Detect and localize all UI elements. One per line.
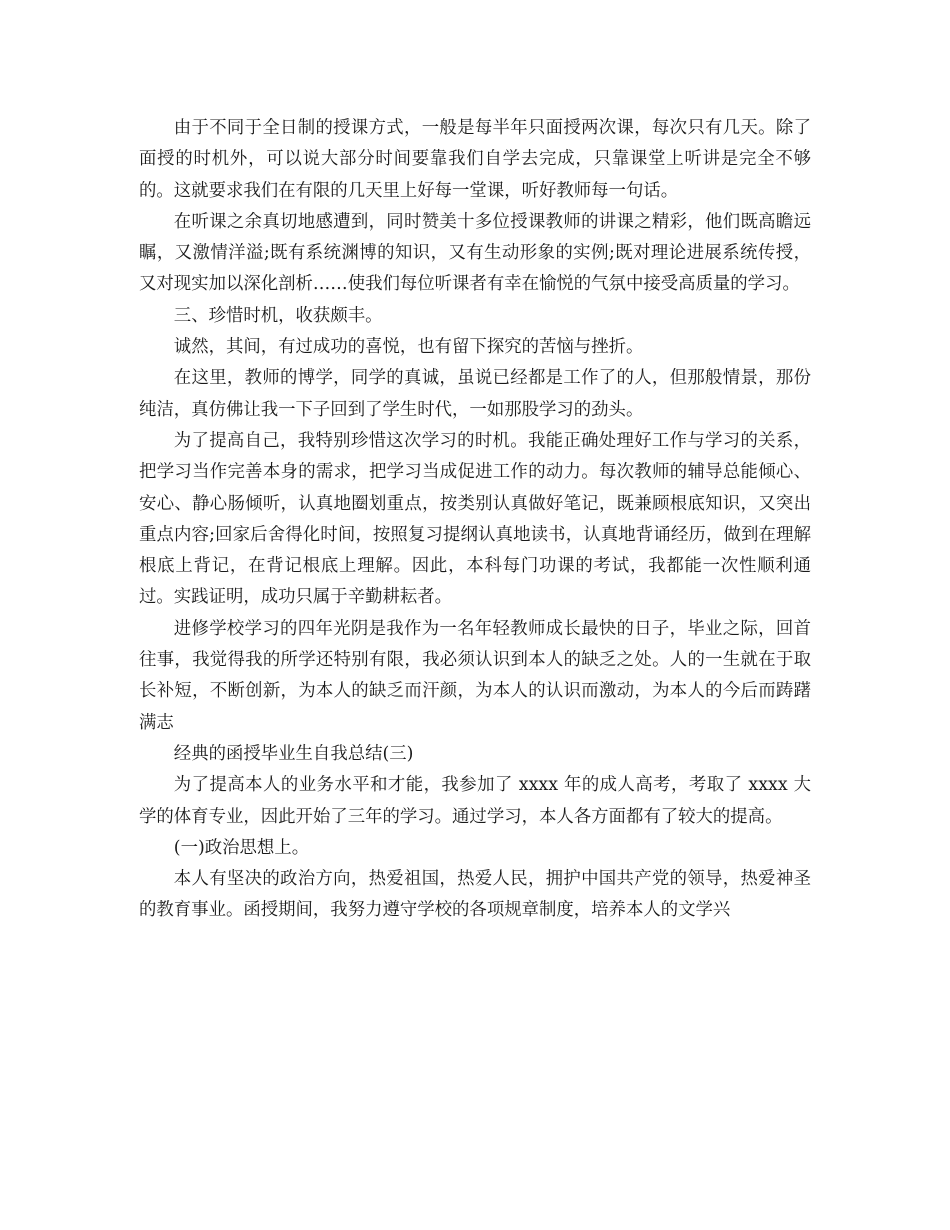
section-heading-three: 三、珍惜时机，收获颇丰。 bbox=[173, 305, 383, 326]
paragraph-adult-exam: 为了提高本人的业务水平和才能，我参加了 xxxx 年的成人高考，考取了 xxxx 大学的体育专业，因此开始了三年的学习。通过学习，本人各方面都有了较大的提高。 bbox=[139, 775, 811, 827]
paragraph-four-years: 进修学校学习的四年光阴是我作为一名年轻教师成长最快的日子，毕业之际，回首往事，我觉得我的所学还特别有限，我必须认识到本人的缺乏之处。人的一生就在于取长补短，不断创新，为本人的缺乏而汗颜，为本人的认识而激动，为本人的今后而踌躇满志 bbox=[139, 618, 811, 733]
paragraph-political-direction: 本人有坚决的政治方向，热爱祖国，热爱人民，拥护中国共产党的领导，热爱神圣的教育事业。函授期间，我努力遵守学校的各项规章制度，培养本人的文学兴 bbox=[139, 869, 811, 921]
paragraph-teaching-mode: 由于不同于全日制的授课方式，一般是每半年只面授两次课，每次只有几天。除了面授的时机外，可以说大部分时间要靠我们自学去完成，只靠课堂上听讲是完全不够的。这就要求我们在有限的几天里上好每一堂课，听好教师每一句话。 bbox=[139, 118, 811, 201]
subheading-political-thought: (一)政治思想上。 bbox=[173, 837, 310, 858]
paragraph-classmates: 在这里，教师的博学，同学的真诚，虽说已经都是工作了的人，但那般情景，那份纯洁，真仿佛让我一下子回到了学生时代，一如那股学习的劲头。 bbox=[139, 368, 811, 420]
document-page bbox=[139, 113, 811, 927]
paragraph-lecture-praise: 在听课之余真切地感遭到，同时赞美十多位授课教师的讲课之精彩，他们既高瞻远瞩，又激情洋溢;既有系统渊博的知识，又有生动形象的实例;既对理论进展系统传授，又对现实加以深化剖析……使我们每位听课者有幸在愉悦的气氛中接受高质量的学习。 bbox=[139, 211, 811, 295]
paragraph-study-habits: 为了提高自己，我特别珍惜这次学习的时机。我能正确处理好工作与学习的关系，把学习当作完善本身的需求，把学习当成促进工作的动力。每次教师的辅导总能倾心、安心、静心肠倾听，认真地圈划重点，按类别认真做好笔记，既兼顾根底知识，又突出重点内容;回家后舍得化时间，按照复习提纲认真地读书，认真地背诵经历，做到在理解根底上背记，在背记根底上理解。因此，本科每门功课的考试，我都能一次性顺利通过。实践证明，成功只属于辛勤耕耘者。 bbox=[139, 430, 811, 608]
document-section-title: 经典的函授毕业生自我总结(三) bbox=[173, 743, 414, 764]
paragraph-joy-and-setbacks: 诚然，其间，有过成功的喜悦，也有留下探究的苦恼与挫折。 bbox=[173, 337, 644, 358]
